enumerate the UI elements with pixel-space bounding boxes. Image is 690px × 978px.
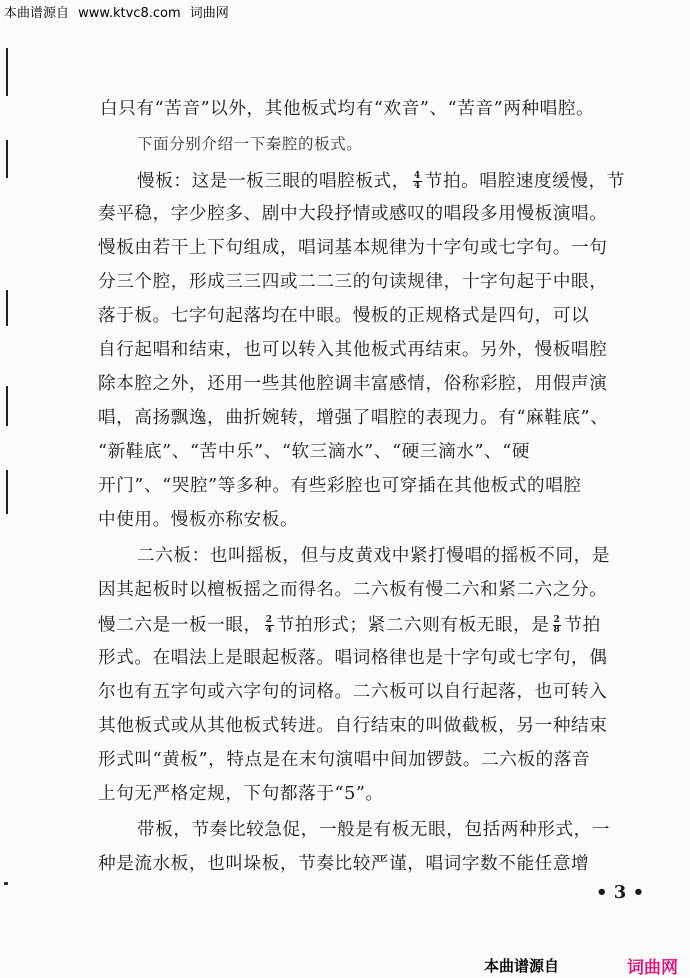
text-line: 分三个腔，形成三三四或二二三的句读规律，十字句起于中眼， — [98, 272, 608, 292]
text-line: 形式。在唱法上是眼起板落。唱词格律也是十字句或七字句，偶 — [98, 648, 608, 668]
text-segment: 慢二六是一板一眼， — [98, 615, 262, 636]
text-line: 中使用。慢板亦称安板。 — [98, 510, 299, 530]
site-label: 词曲网 — [189, 6, 229, 21]
text-line: 种是流水板，也叫垛板，节奏比较严谨，唱词字数不能任意增 — [98, 854, 590, 874]
text-segment: 节拍 — [564, 615, 601, 636]
text-line: 其他板式或从其他板式转进。自行结束的叫做截板，另一种结束 — [98, 716, 608, 736]
text-line: 开门”、“哭腔”等多种。有些彩腔也可穿插在其他板式的唱腔 — [98, 476, 582, 496]
text-line: “新鞋底”、“苦中乐”、“软三滴水”、“硬三滴水”、“硬 — [98, 442, 531, 462]
time-signature — [413, 172, 422, 191]
text-line: 因其起板时以檀板摇之而得名。二六板有慢二六和紧二六之分。 — [98, 580, 608, 600]
text-line: 唱，高扬飘逸，曲折婉转，增强了唱腔的表现力。有“麻鞋底”、 — [98, 408, 609, 428]
margin-mark — [6, 48, 8, 96]
text-line: 慢板由若干上下句组成，唱词基本规律为十字句或七字句。一句 — [98, 238, 608, 258]
site-header — [4, 2, 234, 21]
site-url[interactable]: www.ktvc8.com — [78, 6, 181, 21]
time-signature-numerator: 2 — [553, 615, 561, 625]
footer-site-logo[interactable]: 词曲网 — [627, 958, 678, 978]
margin-mark — [6, 386, 8, 426]
margin-mark — [6, 470, 8, 514]
text-segment: 慢板：这是一板三眼的唱腔板式， — [137, 171, 410, 192]
text-line: 自行起唱和结束，也可以转入其他板式再结束。另外，慢板唱腔 — [98, 340, 608, 360]
site-name: 本曲谱源自 — [4, 6, 70, 21]
text-line: 二六板：也叫摇板，但与皮黄戏中紧打慢唱的摇板不同，是 — [137, 546, 611, 566]
footer-source-label: 本曲谱源自 — [484, 957, 560, 975]
time-signature-denominator: 4 — [413, 181, 421, 191]
text-line: 下面分别介绍一下秦腔的板式。 — [137, 135, 363, 153]
text-line: 白只有“苦音”以外，其他板式均有“欢音”、“苦音”两种唱腔。 — [100, 99, 595, 119]
text-line — [137, 172, 625, 191]
margin-mark — [6, 140, 8, 178]
text-line: 形式叫“黄板”，特点是在末句演唱中间加锣鼓。二六板的落音 — [98, 750, 591, 770]
time-signature-denominator: 8 — [553, 625, 561, 635]
time-signature — [553, 616, 562, 635]
text-line — [98, 616, 601, 635]
text-line: 上句无严格定规，下句都落于“5”。 — [98, 784, 384, 804]
text-line: 尔也有五字句或六字句的词格。二六板可以自行起落，也可转入 — [98, 682, 608, 702]
time-signature-numerator: 2 — [265, 615, 273, 625]
text-segment: 节拍形式；紧二六则有板无眼，是 — [276, 615, 550, 636]
margin-mark — [6, 290, 8, 326]
time-signature-numerator: 4 — [413, 171, 421, 181]
time-signature-denominator: 4 — [265, 625, 273, 635]
text-line: 除本腔之外，还用一些其他腔调丰富感情，俗称彩腔，用假声演 — [98, 374, 608, 394]
text-line: 奏平稳，字少腔多、剧中大段抒情或感叹的唱段多用慢板演唱。 — [98, 204, 608, 224]
text-segment: 节拍。唱腔速度缓慢，节 — [424, 171, 625, 192]
scan-speck — [4, 882, 8, 885]
text-line: 落于板。七字句起落均在中眼。慢板的正规格式是四句，可以 — [98, 306, 590, 326]
time-signature — [265, 616, 274, 635]
page-number: • 3 • — [596, 882, 645, 903]
text-line: 带板，节奏比较急促，一般是有板无眼，包括两种形式，一 — [137, 820, 611, 840]
